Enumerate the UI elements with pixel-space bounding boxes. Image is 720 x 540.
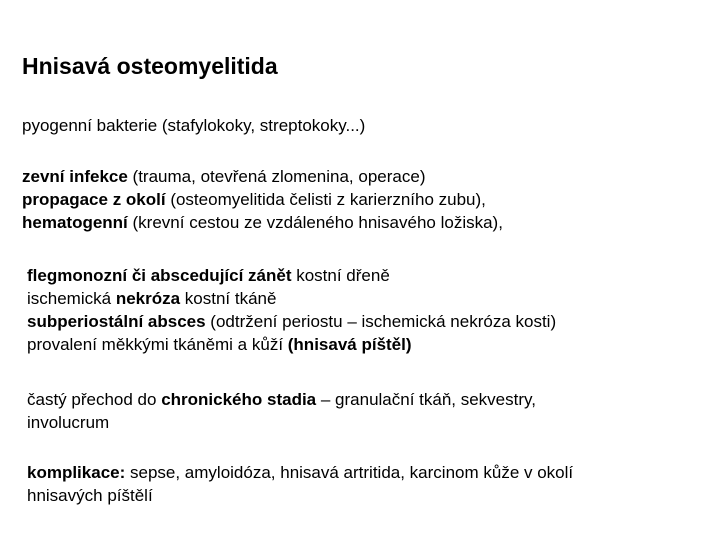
cause-block [22,114,365,137]
complications-term: komplikace: [27,463,126,482]
pathology-block [27,264,556,356]
route-term: zevní infekce [22,167,128,186]
pathology-detail: kostní tkáně [180,289,277,308]
route-line-propagation [22,188,503,211]
complications-detail: sepse, amyloidóza, hnisavá artritida, karcinom kůže v okolí [125,463,574,482]
route-line-hematogenous [22,211,503,234]
complications-line-1 [27,461,573,484]
complications-line-2 [27,484,573,507]
route-term: propagace z okolí [22,190,166,209]
pathology-term: subperiostální absces [27,312,206,331]
complications-block [27,461,573,507]
route-term: hematogenní [22,213,128,232]
pathology-term: flegmonozní či abscedující zánět [27,266,292,285]
chronic-detail: involucrum [27,413,110,432]
pathology-line-abscess [27,310,556,333]
pathology-prefix: ischemická [27,289,116,308]
route-line-external [22,165,503,188]
route-detail: (trauma, otevřená zlomenina, operace) [127,167,426,186]
chronic-block [27,388,536,434]
chronic-line-2 [27,411,536,434]
route-detail: (osteomyelitida čelisti z karierzního zubu), [165,190,486,209]
route-detail: (krevní cestou ze vzdáleného hnisavého ložiska), [127,213,503,232]
chronic-term: chronického stadia [161,390,317,409]
chronic-detail: – granulační tkáň, sekvestry, [316,390,536,409]
cause-line [22,114,365,137]
pathology-term: (hnisavá píštěl) [287,335,412,354]
complications-detail: hnisavých píštělí [27,486,153,505]
pathology-line-necrosis [27,287,556,310]
cause-text: pyogenní bakterie (stafylokoky, streptokoky...) [22,116,366,135]
chronic-line-1 [27,388,536,411]
chronic-prefix: častý přechod do [27,390,162,409]
pathology-line-fistula [27,333,556,356]
slide-title: Hnisavá osteomyelitida [22,53,278,79]
pathology-line-inflammation [27,264,556,287]
routes-block [22,165,503,234]
pathology-detail: kostní dřeně [291,266,390,285]
pathology-detail: (odtržení periostu – ischemická nekróza kosti) [205,312,557,331]
pathology-term: nekróza [115,289,181,308]
pathology-prefix: provalení měkkými tkáněmi a kůží [27,335,288,354]
